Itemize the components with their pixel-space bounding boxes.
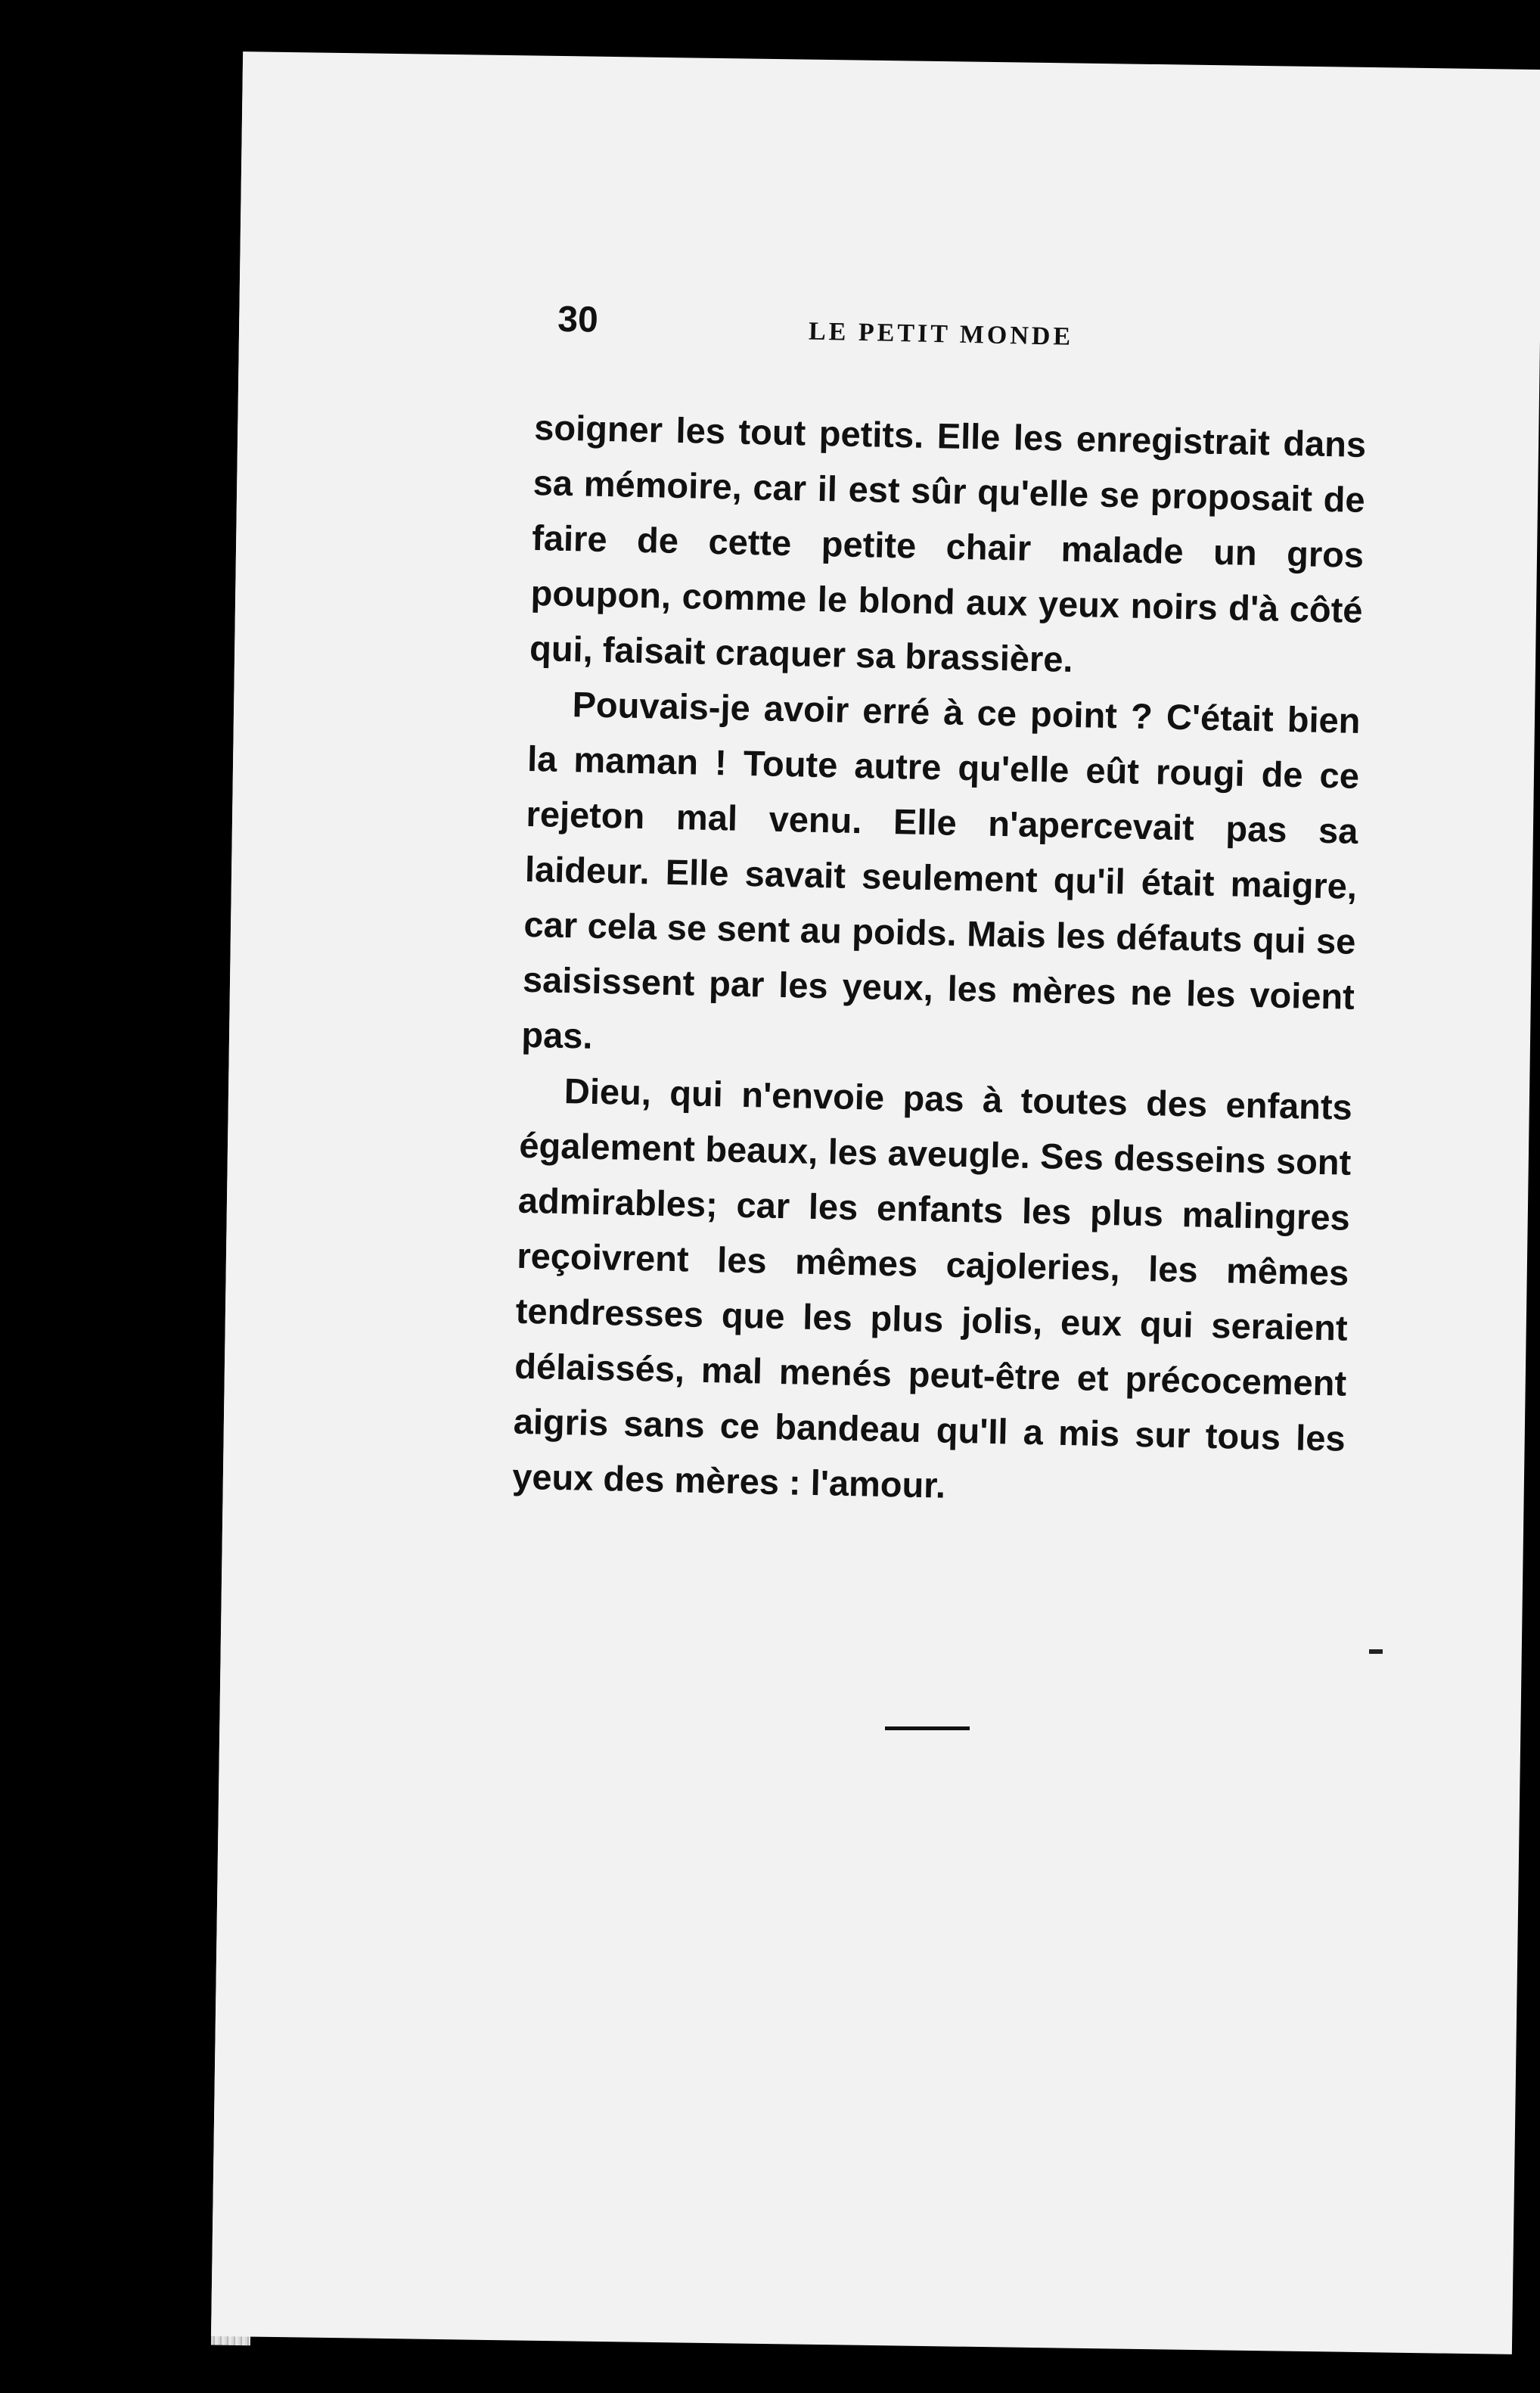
paragraph-1: soigner les tout petits. Elle les enregistrait dans sa mémoire, car il est sûr qu'elle se proposait de faire de cette petite chair malade un gros poupon, comme le blond aux yeux noirs d'à côté qui, faisait craquer sa brassière.	[529, 406, 1367, 679]
section-end-rule	[885, 1726, 970, 1730]
running-title: LE PETIT MONDE	[808, 317, 1074, 351]
paragraph-2: Pouvais-je avoir erré à ce point ? C'était bien la maman ! Toute autre qu'elle eût rougi de ce rejeton mal venu. Elle n'apercevait pas sa laideur. Elle savait seulement qu'il était maigre, car cela se sent au poids. Mais les défauts qui se saisissent par les yeux, les mères ne les voient pas.	[520, 684, 1361, 1056]
paragraph-3: Dieu, qui n'envoie pas à toutes des enfants également beaux, les aveugle. Ses desseins sont admirables; car les enfants les plus malingres reçoivrent les mêmes cajoleries, les mêmes tendresses que les plus jolis, eux qui seraient délaissés, mal menés peut-être et précocement aigris sans ce bandeau qu'Il a mis sur tous les yeux des mères : l'amour.	[511, 1070, 1353, 1506]
page-number: 30	[557, 299, 599, 340]
body-text	[512, 399, 1367, 1521]
scan-artifact	[1369, 1649, 1383, 1654]
page-content	[505, 295, 1369, 1826]
